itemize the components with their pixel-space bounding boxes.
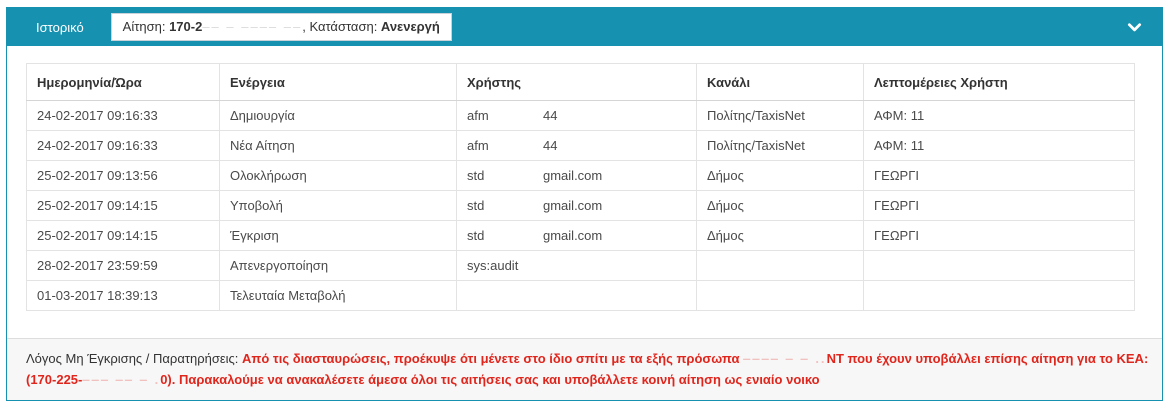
cell-channel: Δήμος — [697, 191, 864, 221]
table-header-row — [27, 64, 1135, 101]
user-fragment: gmail.com — [543, 198, 603, 213]
table-row — [27, 131, 1135, 161]
cell-action: Δημιουργία — [220, 101, 457, 131]
remarks-text: Από τις διασταυρώσεις, προέκυψε ότι μένετε στο ίδιο σπίτι με τα εξής πρόσωπα — [242, 351, 744, 366]
user-fragment: gmail.com — [543, 168, 603, 183]
user-fragment: sys:audit — [467, 258, 519, 273]
kea-number-prefix: (170-225- — [26, 372, 83, 387]
user-fragment: std — [467, 228, 485, 243]
kea-number-suffix: 0). — [160, 372, 176, 387]
cell-datetime: 24-02-2017 09:16:33 — [27, 131, 220, 161]
cell-user — [457, 191, 697, 221]
cell-action: Ολοκλήρωση — [220, 161, 457, 191]
table-row — [27, 191, 1135, 221]
table-row — [27, 281, 1135, 311]
remarks-label: Λόγος Μη Έγκρισης / Παρατηρήσεις: — [26, 351, 243, 366]
request-info-box — [111, 13, 452, 41]
cell-action: Υποβολή — [220, 191, 457, 221]
cell-datetime: 25-02-2017 09:14:15 — [27, 221, 220, 251]
cell-action: Τελευταία Μεταβολή — [220, 281, 457, 311]
history-panel — [6, 7, 1163, 401]
table-row — [27, 161, 1135, 191]
remarks-text: Παρακαλούμε να ανακαλέσετε άμεσα όλοι τις αιτήσεις σας και υποβάλλετε κοινή αίτηση ως ενιαίο νοικο — [175, 372, 820, 387]
history-table — [26, 63, 1135, 311]
request-label: Αίτηση: — [122, 19, 170, 34]
request-number: 170-2 — [169, 19, 203, 34]
user-fragment: 44 — [543, 108, 558, 123]
remarks-redacted: ‒‒‒‒ ‒ ‒ .. — [743, 351, 827, 366]
cell-user — [457, 161, 697, 191]
col-header-details: Λεπτομέρειες Χρήστη — [864, 64, 1135, 101]
panel-title: Ιστορικό — [36, 19, 84, 35]
user-fragment: gmail.com — [543, 228, 603, 243]
cell-datetime: 01-03-2017 18:39:13 — [27, 281, 220, 311]
user-fragment: std — [467, 198, 485, 213]
cell-user — [457, 101, 697, 131]
cell-user — [457, 131, 697, 161]
cell-action: Έγκριση — [220, 221, 457, 251]
cell-user — [457, 221, 697, 251]
cell-details: ΓΕΩΡΓΙ — [864, 161, 1135, 191]
user-fragment: 44 — [543, 138, 558, 153]
user-fragment: afm — [467, 108, 489, 123]
cell-datetime: 24-02-2017 09:16:33 — [27, 101, 220, 131]
kea-number-redacted: ‒‒‒ ‒‒ ‒ . — [82, 372, 161, 387]
cell-details: ΓΕΩΡΓΙ — [864, 191, 1135, 221]
col-header-action: Ενέργεια — [220, 64, 457, 101]
cell-details: ΑΦΜ: 11 — [864, 101, 1135, 131]
cell-details: ΑΦΜ: 11 — [864, 131, 1135, 161]
col-header-channel: Κανάλι — [697, 64, 864, 101]
cell-details — [864, 281, 1135, 311]
kea-number — [26, 372, 175, 387]
user-fragment: afm — [467, 138, 489, 153]
status-value: Ανενεργή — [380, 19, 440, 34]
panel-header-bar[interactable] — [7, 8, 1162, 46]
cell-action: Νέα Αίτηση — [220, 131, 457, 161]
table-row — [27, 251, 1135, 281]
col-header-datetime: Ημερομηνία/Ώρα — [27, 64, 220, 101]
cell-channel: Πολίτης/TaxisNet — [697, 101, 864, 131]
cell-details — [864, 251, 1135, 281]
user-fragment: std — [467, 168, 485, 183]
cell-datetime: 25-02-2017 09:14:15 — [27, 191, 220, 221]
table-row — [27, 101, 1135, 131]
panel-body — [7, 46, 1162, 311]
status-label: , Κατάσταση: — [302, 19, 381, 34]
cell-channel: Πολίτης/TaxisNet — [697, 131, 864, 161]
remarks-text: ΝΤ που έχουν υποβάλλει επίσης αίτηση για το ΚΕΑ: — [826, 351, 1149, 366]
remarks-footer — [7, 338, 1162, 400]
cell-channel — [697, 281, 864, 311]
chevron-down-icon[interactable] — [1123, 16, 1146, 39]
cell-user — [457, 281, 697, 311]
col-header-user: Χρήστης — [457, 64, 697, 101]
cell-user — [457, 251, 697, 281]
cell-channel: Δήμος — [697, 161, 864, 191]
request-number-redacted: ‒‒ ‒ ‒‒‒‒ ‒‒ — [202, 19, 303, 34]
cell-channel — [697, 251, 864, 281]
cell-datetime: 25-02-2017 09:13:56 — [27, 161, 220, 191]
cell-channel: Δήμος — [697, 221, 864, 251]
cell-action: Απενεργοποίηση — [220, 251, 457, 281]
cell-details: ΓΕΩΡΓΙ — [864, 221, 1135, 251]
cell-datetime: 28-02-2017 23:59:59 — [27, 251, 220, 281]
table-row — [27, 221, 1135, 251]
